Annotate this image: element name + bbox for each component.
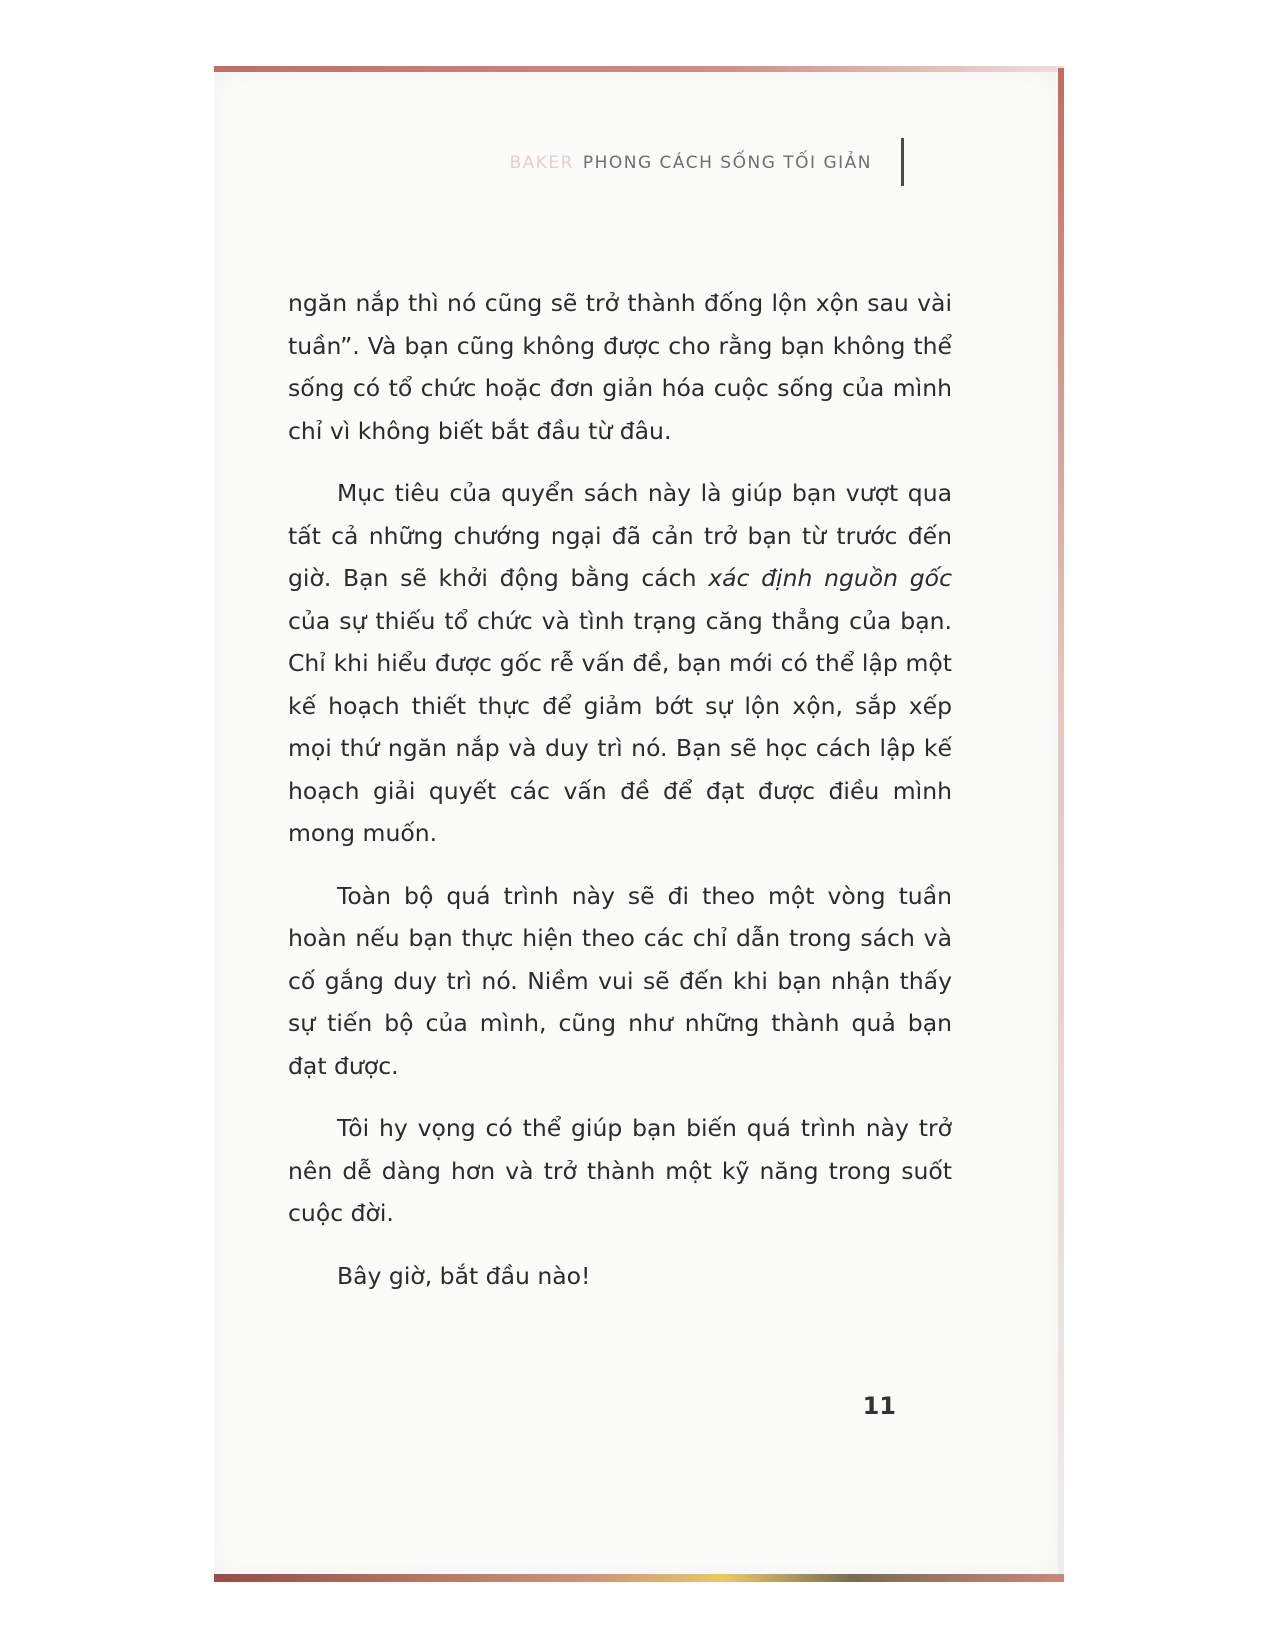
book-page xyxy=(214,72,1058,1574)
paragraph-process: Toàn bộ quá trình này sẽ đi theo một vòng tuần hoàn nếu bạn thực hiện theo các chỉ dẫn trong sách và cố gắng duy trì nó. Niềm vui sẽ đến khi bạn nhận thấy sự tiến bộ của mình, cũng như những thành quả bạn đạt được. xyxy=(288,881,952,1080)
running-header xyxy=(509,153,872,173)
paragraph-goal xyxy=(288,472,952,855)
emphasis-text: xác định nguồn gốc xyxy=(708,564,952,592)
body-text xyxy=(288,282,952,1317)
header-vertical-rule xyxy=(901,138,904,186)
book-cover-edge-bottom xyxy=(214,1574,1064,1582)
book-title: PHONG CÁCH SỐNG TỐI GIẢN xyxy=(582,153,872,173)
paragraph-goal-part-1: Mục tiêu của quyển sách này là giúp bạn vượt qua tất cả những chướng ngại đã cản trở bạn từ trước đến giờ. Bạn sẽ khởi động bằng cách xyxy=(288,479,952,592)
paragraph-continued: ngăn nắp thì nó cũng sẽ trở thành đống lộn xộn sau vài tuần”. Và bạn cũng không được cho rằng bạn không thể sống có tổ chức hoặc đơn giản hóa cuộc sống của mình chỉ vì không biết bắt đầu từ đâu. xyxy=(288,289,952,445)
page-number: 11 xyxy=(862,1392,896,1420)
show-through-text: BAKER xyxy=(509,153,574,173)
paragraph-hope: Tôi hy vọng có thể giúp bạn biến quá trình này trở nên dễ dàng hơn và trở thành một kỹ năng trong suốt cuộc đời. xyxy=(288,1114,952,1227)
book-cover-edge-right xyxy=(1058,68,1064,1582)
paragraph-start: Bây giờ, bắt đầu nào! xyxy=(337,1261,591,1290)
paragraph-goal-part-2: của sự thiếu tổ chức và tình trạng căng thẳng của bạn. Chỉ khi hiểu được gốc rễ vấn đề, bạn mới có thể lập một kế hoạch thiết thực để giảm bớt sự lộn xộn, sắp xếp mọi thứ ngăn nắp và duy trì nó. Bạn sẽ học cách lập kế hoạch giải quyết các vấn đề để đạt được điều mình mong muốn. xyxy=(288,606,952,847)
